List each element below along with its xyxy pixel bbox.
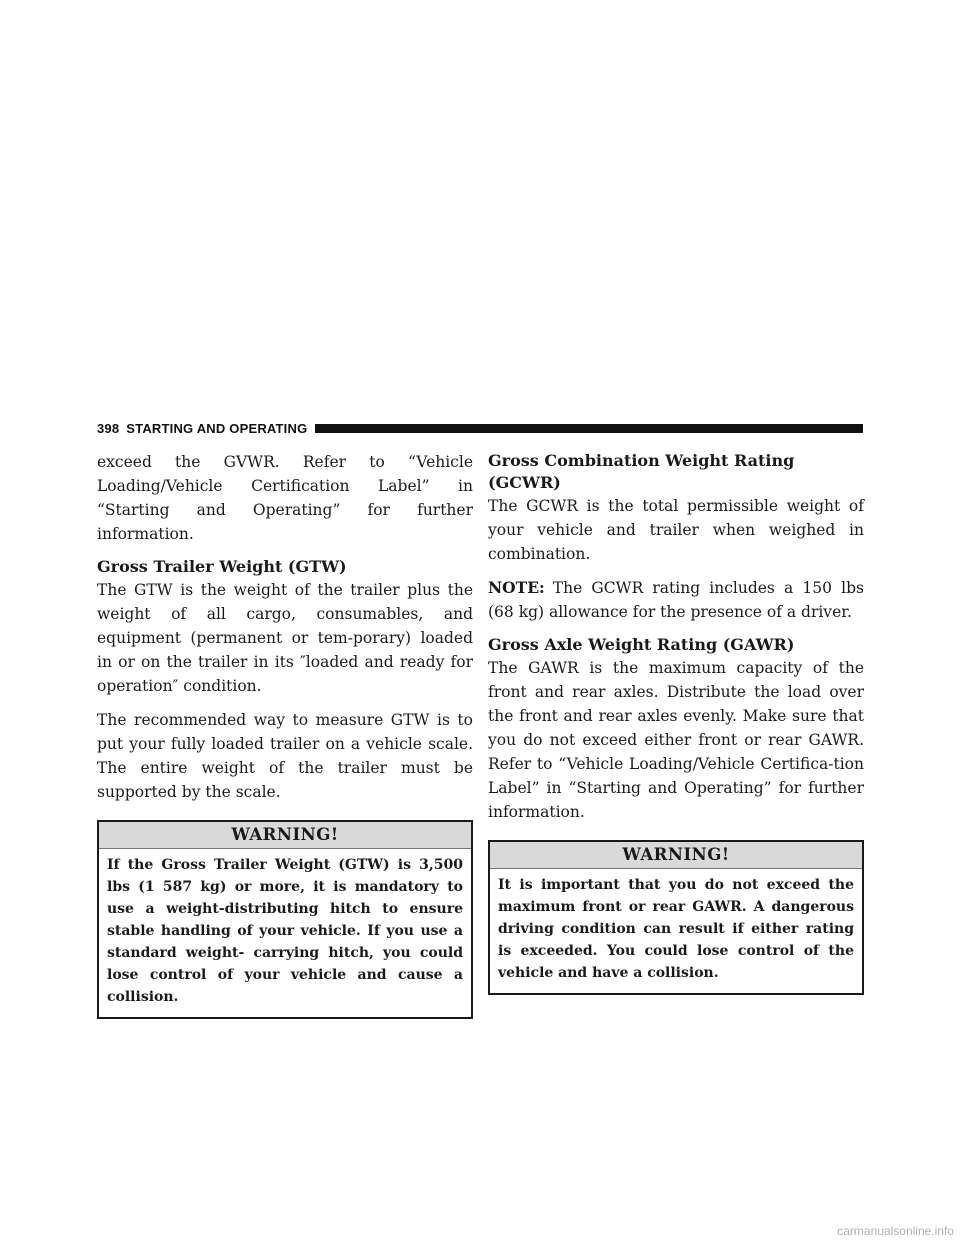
warning-text: It is important that you do not exceed the maximum front or rear GAWR. A dangerous driving condition can result if either rating is exceeded. You could lose control of the vehicle and have a collision. bbox=[498, 877, 854, 981]
watermark: carmanualsonline.info bbox=[837, 1224, 954, 1238]
gcwr-heading: Gross Combination Weight Rating (GCWR) bbox=[488, 451, 795, 492]
gvwr-continuation-paragraph: exceed the GVWR. Refer to “Vehicle Loading/Vehicle Certification Label” in “Starting and Operating” for further information. bbox=[97, 453, 473, 543]
gtw-heading: Gross Trailer Weight (GTW) bbox=[97, 557, 347, 576]
note-text: The GCWR rating includes a 150 lbs (68 kg) allowance for the presence of a driver. bbox=[488, 579, 864, 621]
gawr-paragraph: The GAWR is the maximum capacity of the front and rear axles. Distribute the load over the front and rear axles evenly. Make sure that you do not exceed either front or rear GAWR. Refer to “Vehicle Loading/Vehicle Certifica-tion Label” in “Starting and Operating” for further information. bbox=[488, 659, 864, 821]
note-paragraph bbox=[488, 576, 864, 624]
warning-text: If the Gross Trailer Weight (GTW) is 3,500 lbs (1 587 kg) or more, it is mandatory to use a weight-distributing hitch to ensure stable handling of your vehicle. If you use a standard weight- carrying hitch, you could lose control of your vehicle and cause a collision. bbox=[107, 857, 463, 1005]
gcwr-paragraph: The GCWR is the total permissible weight of your vehicle and trailer when weighed in combination. bbox=[488, 497, 864, 563]
gtw-warning-box bbox=[97, 820, 473, 1019]
gtw-definition-paragraph: The GTW is the weight of the trailer plus the weight of all cargo, consumables, and equipment (permanent or tem-porary) loaded in or on the trailer in its ″loaded and ready for operation″ condition. bbox=[97, 581, 473, 695]
warning-title: WARNING! bbox=[99, 822, 471, 849]
page-number: 398 bbox=[97, 420, 120, 436]
header-rule bbox=[315, 424, 863, 433]
gawr-warning-box bbox=[488, 840, 864, 995]
warning-title: WARNING! bbox=[490, 842, 862, 869]
page-header bbox=[97, 418, 863, 438]
left-column bbox=[97, 450, 473, 1019]
section-title: STARTING AND OPERATING bbox=[126, 420, 308, 436]
gawr-heading: Gross Axle Weight Rating (GAWR) bbox=[488, 635, 795, 654]
note-label: NOTE: bbox=[488, 578, 545, 597]
right-column bbox=[488, 450, 864, 995]
gtw-measure-paragraph: The recommended way to measure GTW is to put your fully loaded trailer on a vehicle scale. The entire weight of the trailer must be supported by the scale. bbox=[97, 711, 473, 801]
